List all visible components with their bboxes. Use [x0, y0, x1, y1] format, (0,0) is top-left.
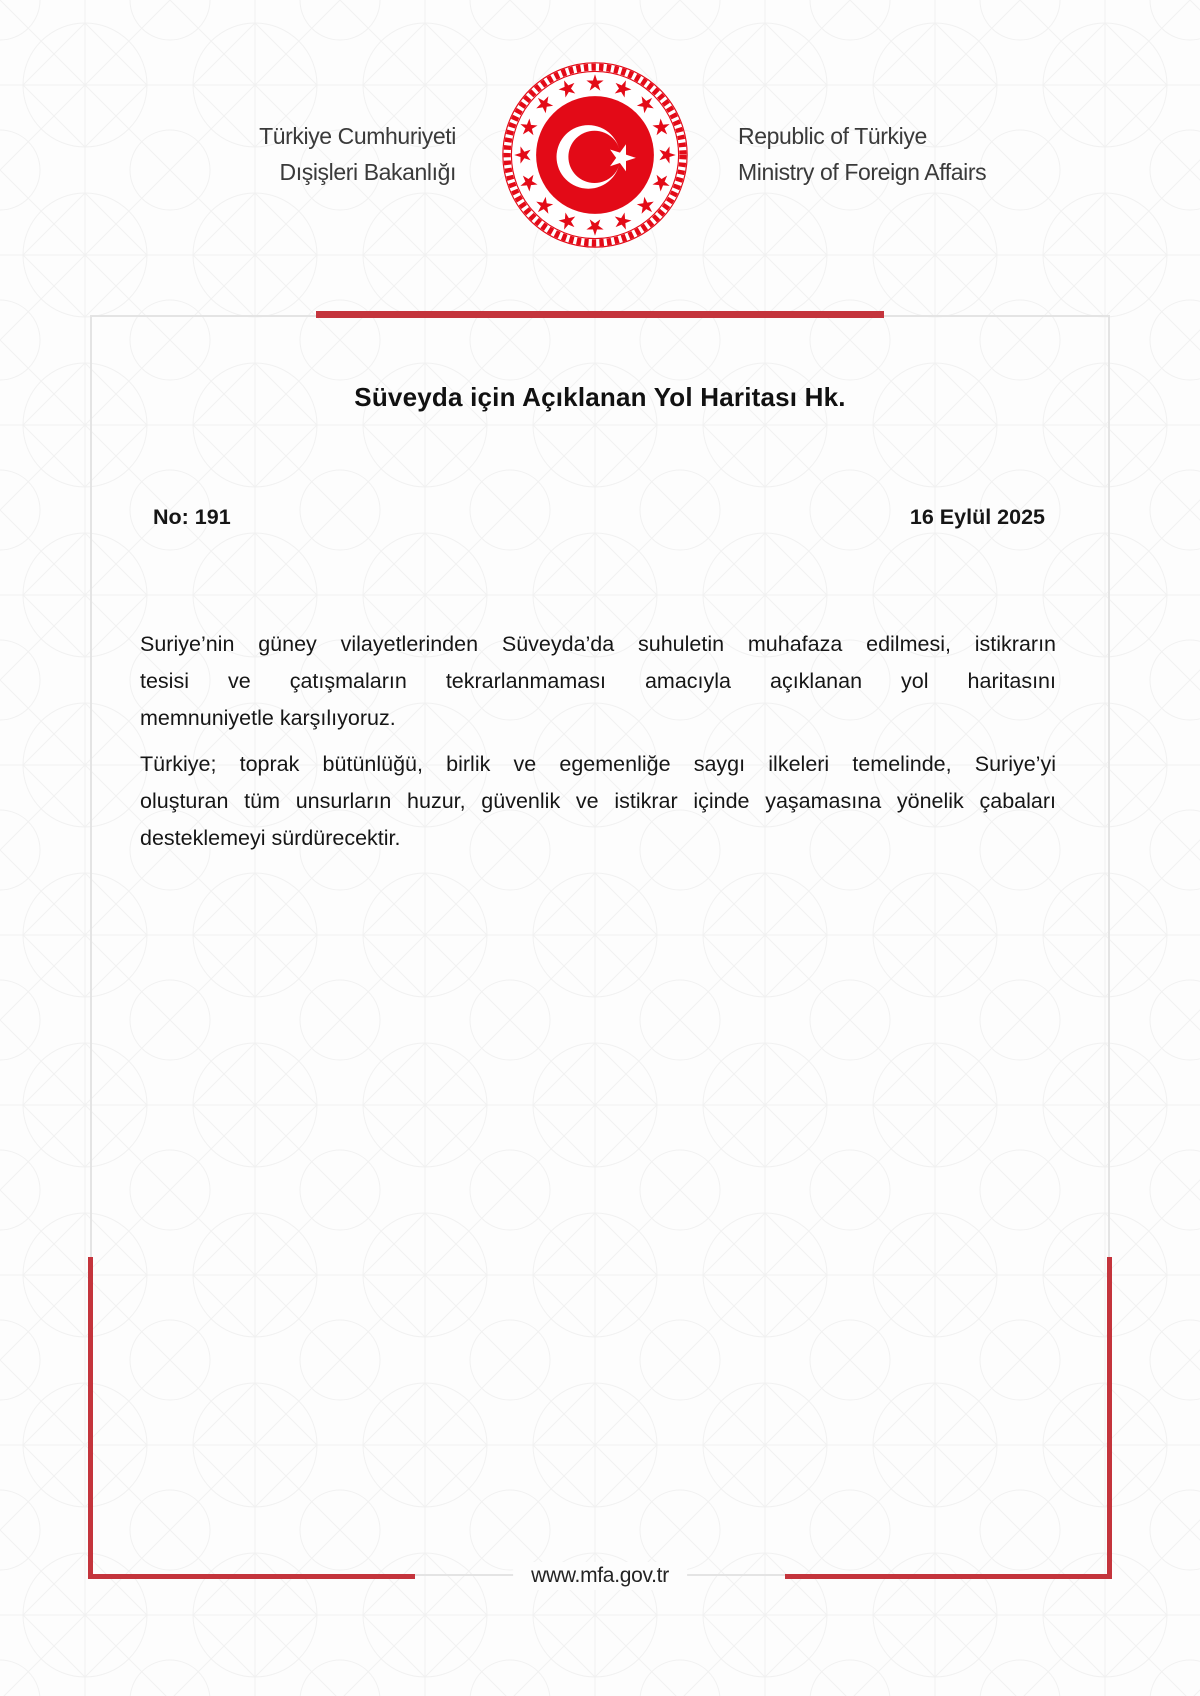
document-date: 16 Eylül 2025 — [909, 505, 1045, 529]
org-name-en-line2: Ministry of Foreign Affairs — [738, 159, 987, 185]
paragraph-line: Suriye’nin güney vilayetlerinden Süveyda’da suhuletin muhafaza edilmesi, istikrarın — [140, 632, 1056, 656]
paragraph — [140, 626, 1056, 737]
paragraph-line: desteklemeyi sürdürecektir. — [140, 826, 401, 850]
document-meta-row — [153, 505, 1045, 530]
body-paragraphs — [140, 626, 1056, 866]
org-name-tr-line1: Türkiye Cumhuriyeti — [259, 123, 456, 149]
page-title: Süveyda için Açıklanan Yol Haritası Hk. — [354, 382, 846, 412]
paragraph-line: memnuniyetle karşılıyoruz. — [140, 706, 396, 730]
corner-bracket-right — [785, 1257, 1112, 1579]
paragraph-line: oluşturan tüm unsurların huzur, güvenlik ve istikrar içinde yaşamasına yönelik çabaları — [140, 789, 1056, 813]
footer-url: www.mfa.gov.tr — [513, 1562, 687, 1590]
title-divider-rule — [316, 311, 884, 318]
document-number: No: 191 — [153, 505, 231, 529]
paragraph-line: Türkiye; toprak bütünlüğü, birlik ve egemenliğe saygı ilkeleri temelinde, Suriye’yi — [140, 752, 1056, 776]
corner-bracket-left — [88, 1257, 415, 1579]
org-name-tr-line2: Dışişleri Bakanlığı — [279, 159, 456, 185]
org-name-turkish — [259, 118, 456, 190]
crescent-cutout — [568, 131, 620, 183]
turkiye-mfa-emblem-icon — [500, 60, 690, 250]
paragraph — [140, 746, 1056, 857]
org-name-english — [738, 118, 986, 190]
paragraph-line: tesisi ve çatışmaların tekrarlanmaması amacıyla açıklanan yol haritasını — [140, 669, 1056, 693]
org-name-en-line1: Republic of Türkiye — [738, 123, 927, 149]
